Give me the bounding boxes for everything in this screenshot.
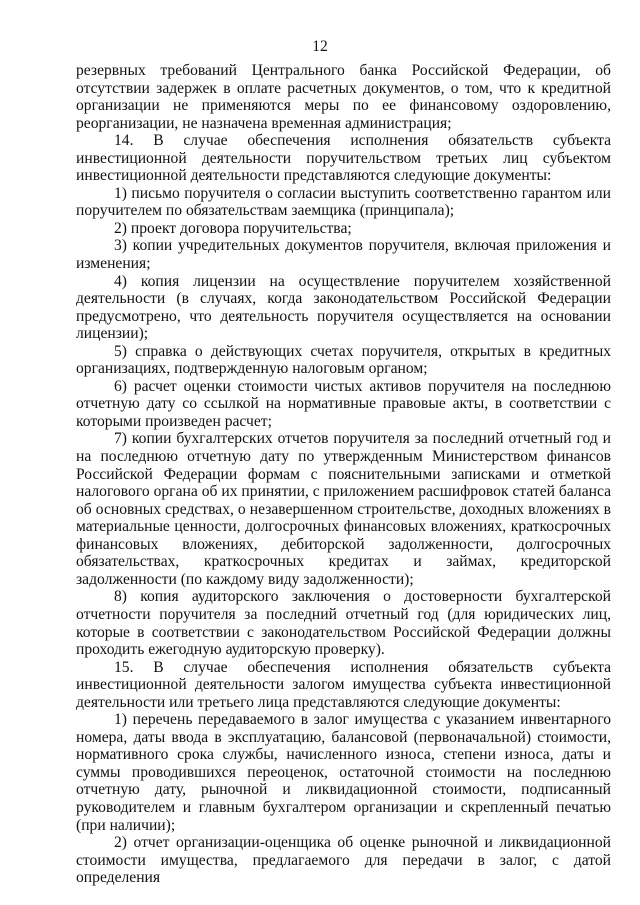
paragraph-section-15: 15. В случае обеспечения исполнения обязательств субъекта инвестиционной деятельности залогом имущества субъекта инвестиционной деятельности или третьего лица представляются следующие документы:	[76, 658, 611, 711]
paragraph-14-item-7: 7) копии бухгалтерских отчетов поручителя за последний отчетный год и на последнюю отчетную дату по утвержденным Министерством финансов Российской Федерации формам с пояснительными записками и отметкой налогового органа об их принятии, с приложением расшифровок статей баланса об основных средствах, о незавершенном строительстве, доходных вложениях в материальные ценности, долгосрочных финансовых вложениях, краткосрочных финансовых вложениях, дебиторской задолженности, долгосрочных обязательствах, краткосрочных кредитах и займах, кредиторской задолженности (по каждому виду задолженности);	[76, 430, 611, 588]
paragraph-section-14: 14. В случае обеспечения исполнения обязательств субъекта инвестиционной деятельности поручительством третьих лиц субъектом инвестиционной деятельности представляются следующие документы:	[76, 132, 611, 185]
paragraph-15-item-2: 2) отчет организации-оценщика об оценке рыночной и ликвидационной стоимости имущества, предлагаемого для передачи в залог, с датой определения	[76, 834, 611, 887]
paragraph-14-item-8: 8) копия аудиторского заключения о достоверности бухгалтерской отчетности поручителя за последний отчетный год (для юридических лиц, которые в соответствии с законодательством Российской Федерации должны проходить ежегодную аудиторскую проверку).	[76, 588, 611, 659]
paragraph-14-item-5: 5) справка о действующих счетах поручителя, открытых в кредитных организациях, подтвержденную налоговым органом;	[76, 342, 611, 378]
paragraph-14-item-3: 3) копии учредительных документов поручителя, включая приложения и изменения;	[76, 237, 611, 273]
page-number: 12	[312, 38, 328, 55]
document-body	[76, 62, 611, 887]
paragraph-14-item-2: 2) проект договора поручительства;	[114, 219, 352, 237]
paragraph-14-item-1: 1) письмо поручителя о согласии выступить соответственно гарантом или поручителем по обязательствам заемщика (принципала);	[76, 184, 611, 220]
paragraph-15-item-1: 1) перечень передаваемого в залог имущества с указанием инвентарного номера, даты ввода в эксплуатацию, балансовой (первоначальной) стоимости, нормативного срока службы, начисленного износа, степени износа, даты и суммы проводившихся переоценок, остаточной стоимости на последнюю отчетную дату, рыночной и ликвидационной стоимости, подписанный руководителем и главным бухгалтером организации и скрепленный печатью (при наличии);	[76, 711, 611, 834]
paragraph-14-item-4: 4) копия лицензии на осуществление поручителем хозяйственной деятельности (в случаях, когда законодательством Российской Федерации предусмотрено, что деятельность поручителя осуществляется на основании лицензии);	[76, 272, 611, 343]
paragraph-14-item-6: 6) расчет оценки стоимости чистых активов поручителя на последнюю отчетную дату со ссылкой на нормативные правовые акты, в соответствии с которыми произведен расчет;	[76, 377, 611, 430]
paragraph-continuation: резервных требований Центрального банка Российской Федерации, об отсутствии задержек в оплате расчетных документов, о том, что к кредитной организации не применяются меры по ее финансовому оздоровлению, реорганизации, не назначена временная администрация;	[76, 62, 611, 132]
